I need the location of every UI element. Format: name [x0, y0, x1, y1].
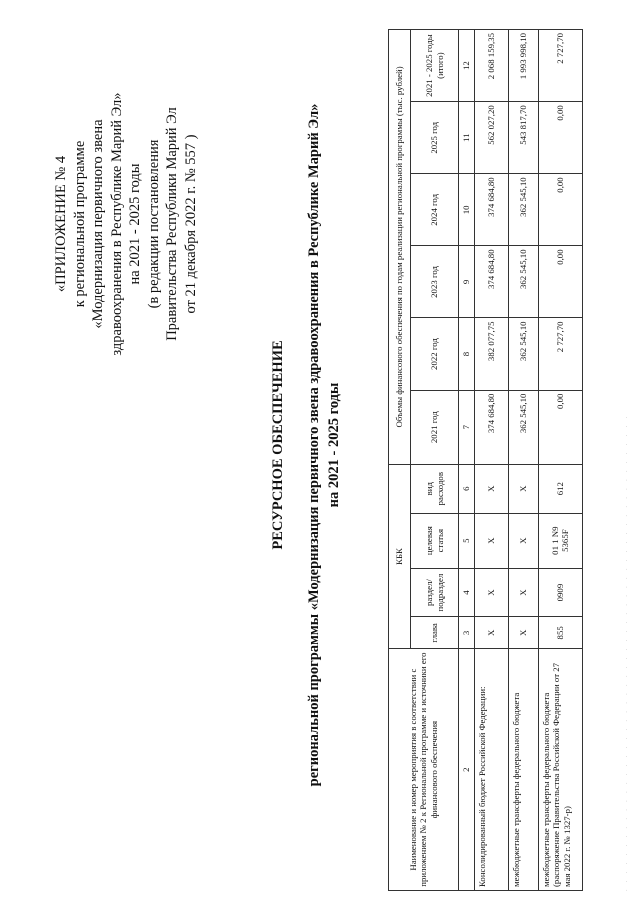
cell-glava: X [508, 617, 538, 649]
appendix-line: (в редакции постановления [145, 139, 162, 309]
resource-table [388, 29, 583, 891]
row-name: межбюджетные трансферты федерального бюджета (распоряжение Правительства Российской Федерации от 27 мая 2022 г. № 1327-р) [538, 649, 582, 891]
header-name: Наименование и номер мероприятия в соответствии с приложением № 2 к Региональной программе и источники его финансового обеспечения [389, 649, 459, 891]
cell-vid: X [508, 464, 538, 513]
cell-2021: 362 545,10 [508, 390, 538, 464]
header-2023: 2023 год [411, 246, 459, 318]
header-2021: 2021 год [411, 390, 459, 464]
cell-statya: X [508, 513, 538, 568]
header-2025: 2025 год [411, 102, 459, 174]
cell-2023: 362 545,10 [508, 246, 538, 318]
cell-vid: X [474, 464, 508, 513]
cell-total: 2 727,70 [538, 30, 582, 102]
column-number: 8 [459, 318, 475, 390]
column-number: 11 [459, 102, 475, 174]
header-kbk: КБК [389, 464, 411, 648]
cell-2023: 0,00 [538, 246, 582, 318]
column-number: 6 [459, 464, 475, 513]
cell-2021: 0,00 [538, 390, 582, 464]
cell-2022: 382 077,75 [474, 318, 508, 390]
header-razdel: раздел/ подраздел [411, 568, 459, 617]
cell-2023: 374 684,80 [474, 246, 508, 318]
column-number: 2 [459, 649, 475, 891]
header-2024: 2024 год [411, 174, 459, 246]
row-name: Консолидированный бюджет Российской Федерации: [474, 649, 508, 891]
appendix-line: здравоохранения в Республике Марий Эл» [108, 92, 125, 356]
cell-2025: 562 027,20 [474, 102, 508, 174]
header-total: 2021 - 2025 годы (итого) [411, 30, 459, 102]
cell-statya: X [474, 513, 508, 568]
appendix-line: к региональной программе [71, 140, 88, 308]
document-subtitle: региональной программы «Модернизация первичного звена здравоохранения в Республике Марий Эл» [306, 103, 322, 787]
cell-2025: 543 817,70 [508, 102, 538, 174]
cell-2024: 0,00 [538, 174, 582, 246]
header-vid: вид расходов [411, 464, 459, 513]
cell-2022: 362 545,10 [508, 318, 538, 390]
column-number: 3 [459, 617, 475, 649]
cell-razdel: 0909 [538, 568, 582, 617]
column-number-row [459, 30, 475, 891]
document-title: РЕСУРСНОЕ ОБЕСПЕЧЕНИЕ [270, 340, 286, 550]
scan-artifact-dots: · · · · · · · · · · · · · · · · · · · · · · · · · · · · · · · · · · · · · · · · · · · · · · · · · · · · · · [625, 413, 630, 891]
column-number: 4 [459, 568, 475, 617]
cell-total: 1 993 998,10 [508, 30, 538, 102]
header-glava: глава [411, 617, 459, 649]
header-statya: целевая статья [411, 513, 459, 568]
header-2022: 2022 год [411, 318, 459, 390]
cell-2021: 374 684,80 [474, 390, 508, 464]
cell-2024: 374 684,80 [474, 174, 508, 246]
cell-total: 2 068 159,35 [474, 30, 508, 102]
appendix-header [52, 44, 200, 404]
table-row [474, 30, 508, 891]
cell-2025: 0,00 [538, 102, 582, 174]
cell-razdel: X [508, 568, 538, 617]
column-number: 7 [459, 390, 475, 464]
cell-statya: 01 1 N9 5365F [538, 513, 582, 568]
header-volumes: Объемы финансового обеспечения по годам реализации региональной программы (тыс. рублей) [389, 30, 411, 465]
cell-vid: 612 [538, 464, 582, 513]
appendix-line: Правительства Республики Марий Эл [164, 107, 180, 341]
appendix-line: «ПРИЛОЖЕНИЕ № 4 [53, 155, 69, 293]
header-row [389, 30, 411, 891]
row-name: межбюджетные трансферты федерального бюджета [508, 649, 538, 891]
cell-2024: 362 545,10 [508, 174, 538, 246]
cell-2022: 2 727,70 [538, 318, 582, 390]
appendix-line: «Модернизация первичного звена [90, 119, 106, 329]
column-number: 5 [459, 513, 475, 568]
document-period: на 2021 - 2025 годы [326, 382, 342, 508]
column-number: 10 [459, 174, 475, 246]
cell-glava: X [474, 617, 508, 649]
column-number: 9 [459, 246, 475, 318]
table-row [538, 30, 582, 891]
cell-glava: 855 [538, 617, 582, 649]
table-row [508, 30, 538, 891]
cell-razdel: X [474, 568, 508, 617]
appendix-line: на 2021 - 2025 годы [127, 163, 143, 285]
appendix-line: от 21 декабря 2022 г. № 557 ) [182, 134, 199, 314]
column-number: 12 [459, 30, 475, 102]
